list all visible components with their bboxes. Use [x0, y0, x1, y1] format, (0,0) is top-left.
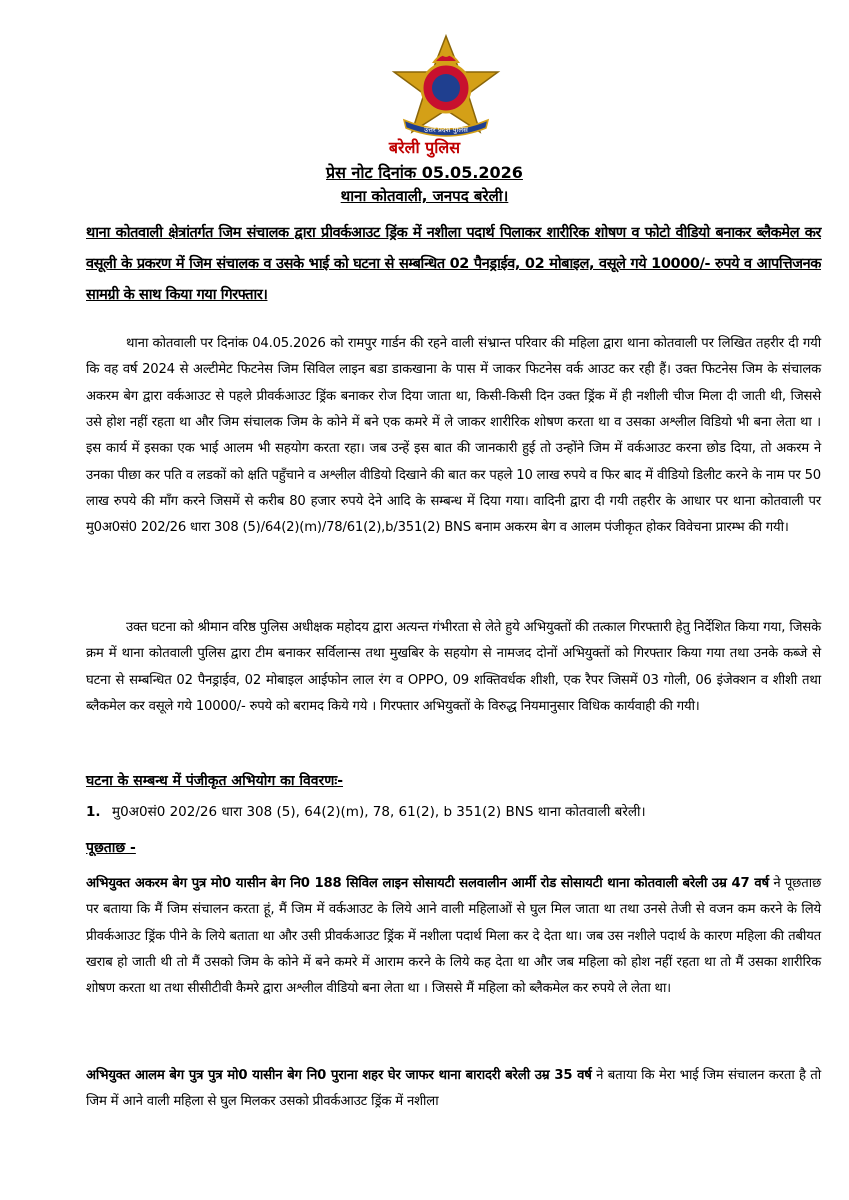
list-item [86, 802, 821, 820]
paragraph-accused-2 [86, 1063, 821, 1116]
station-name: थाना कोतवाली, जनपद बरेली। [340, 187, 509, 205]
paragraph-accused-1 [86, 871, 821, 1002]
accused-2-statement: ने बताया कि मेरा भाई जिम संचालन करता है तो जिम में आने वाली महिला से घुल मिलकर उसको प्रीवर्कआउट ड्रिंक में नशीला [86, 1068, 822, 1110]
paragraph-arrest: उक्त घटना को श्रीमान वरिष्ठ पुलिस अधीक्षक महोदय द्वारा अत्यन्त गंभीरता से लेते हुये अभियुक्तों की तत्काल गिरफ्तारी हेतु निर्देशित किया गया, जिसके क्रम में थाना कोतवाली पुलिस द्वारा टीम बनाकर सर्विलान्स तथा मुखबिर के सहयोग से नामजद दोनों अभियुक्तों को गिरफ्तार किया गया तथा उनके कब्जे से घटना से सम्बन्धित 02 पैनड्राईव, 02 मोबाइल आईफोन लाल रंग व OPPO, 09 शक्तिवर्धक शीशी, एक रैपर जिसमें 03 गोली, 06 इंजेक्शन व शीशी तथा ब्लैकमेल कर वसूले गये 10000/- रुपये को बरामद किये गये । गिरफ्तार अभियुक्तों के विरुद्ध नियमानुसार विधिक कार्यवाही की गयी। [86, 620, 821, 715]
subject-heading: थाना कोतवाली क्षेत्रांतर्गत जिम संचालक द्वारा प्रीवर्कआउट ड्रिंक में नशीला पदार्थ पिलाकर शारीरिक शोषण व फोटो वीडियो बनाकर ब्लैकमेल कर वसूली के प्रकरण में जिम संचालक व उसके भाई को घटना से सम्बन्धित 02 पैनड्राईव, 02 मोबाइल, वसूले गये 10000/- रुपये व आपत्तिजनक सामग्री के साथ किया गया गिरफ्तार। [86, 225, 821, 303]
organization-name: बरेली पुलिस [388, 138, 461, 157]
list-item-number: 1. [86, 804, 101, 820]
accused-1-details: अभियुक्त अकरम बेग पुत्र मो0 यासीन बेग नि0 188 सिविल लाइन सोसायटी सलवालीन आर्मी रोड सोसायटी थाना कोतवाली बरेली उम्र 47 वर्ष [86, 876, 769, 892]
press-note-date: प्रेस नोट दिनांक 05.05.2026 [326, 163, 523, 182]
up-police-emblem-icon [386, 32, 506, 142]
accused-1-statement: ने पूछताछ पर बताया कि मैं जिम संचालन करता हूं, मैं जिम में वर्कआउट के लिये आने वाली महिलाओं से घुल मिल जाता था तथा उनसे तेजी से वजन कम करने के लिये प्रीवर्कआउट ड्रिंक पीने के लिये बताता था और उसी प्रीवर्कआउट ड्रिंक में नशीला पदार्थ मिला कर दे देता था। जब उस नशीले पदार्थ के कारण महिला की तबीयत खराब हो जाती थी तो मैं उसको जिम के कोने में बने कमरे में आराम करने के लिये कह देता था और जब महिला को होश नहीं रहता था तो मैं उसका शारीरिक शोषण करता था तथा सीसीटीवी कैमरे द्वारा अश्लील वीडियो बना लेता था । जिससे मैं महिला को ब्लैकमेल कर रुपये ले लेता था। [86, 876, 821, 997]
svg-text:उत्तर प्रदेश पुलिस: उत्तर प्रदेश पुलिस [424, 126, 468, 134]
paragraph-complaint: थाना कोतवाली पर दिनांक 04.05.2026 को रामपुर गार्डन की रहने वाली संभ्रान्त परिवार की महिला द्वारा थाना कोतवाली पर लिखित तहरीर दी गयी कि वह वर्ष 2024 से अल्टीमेट फिटनेस जिम सिविल लाइन बडा डाकखाना के पास में जाकर फिटनेस वर्क आउट कर रही हैं। उक्त फिटनेस जिम के संचालक अकरम बेग द्वारा वर्कआउट से पहले प्रीवर्कआउट ड्रिंक बनाकर रोज दिया जाता था, किसी-किसी दिन उक्त ड्रिंक में ही नशीली चीज मिला दी जाती थी, जिससे उसे होश नहीं रहता था और जिम संचालक जिम के कोने में बने एक कमरे में ले जाकर शारीरिक शोषण करता था व उसका अश्लील विडियो भी बना लेता था । इस कार्य में इसका एक भाई आलम भी सहयोग करता रहा। जब उन्हें इस बात की जानकारी हुई तो उन्होंने जिम में वर्कआउट करना छोड दिया, तो अकरम ने उनका पीछा कर पति व लडकों को क्षति पहुँचाने व अश्लील वीडियो दिखाने की बात कर पहले 10 लाख रुपये व फिर बाद में वीडियो डिलीट करने के नाम पर 50 लाख रुपये की माँग करने जिसमें से करीब 80 हजार रुपये देने आदि के सम्बन्ध में दिया गया। वादिनी द्वारा दी गयी तहरीर के आधार पर थाना कोतवाली पर मु0अ0सं0 202/26 धारा 308 (5)/64(2)(m)/78/61(2),b/351(2) BNS बनाम अकरम बेग व आलम पंजीकृत होकर विवेचना प्रारम्भ की गयी। [86, 336, 821, 536]
accused-2-details: अभियुक्त आलम बेग पुत्र पुत्र मो0 यासीन बेग नि0 पुराना शहर घेर जाफर थाना बारादरी बरेली उम्र 35 वर्ष [86, 1068, 592, 1084]
case-details-heading: घटना के सम्बन्ध में पंजीकृत अभियोग का विवरणः- [86, 773, 344, 789]
list-item-text: मु0अ0सं0 202/26 धारा 308 (5), 64(2)(m), 78, 61(2), b 351(2) BNS थाना कोतवाली बरेली। [112, 804, 646, 820]
interrogation-heading: पूछताछ - [86, 840, 136, 856]
